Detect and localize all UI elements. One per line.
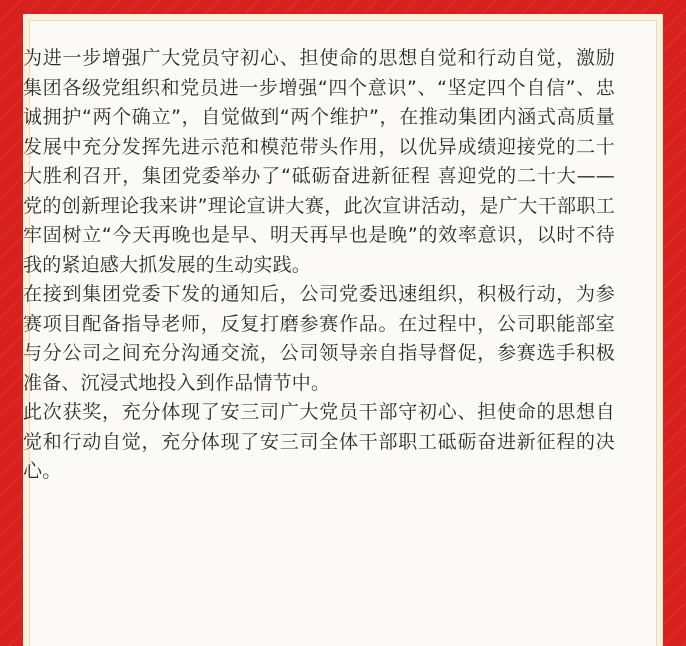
article-paragraph-2: 在接到集团党委下发的通知后，公司党委迅速组织，积极行动，为参赛项目配备指导老师，反复打磨参赛作品。在过程中，公司职能部室与分公司之间充分沟通交流，公司领导亲自指导督促，参赛选手积极准备、沉浸式地投入到作品情节中。	[23, 283, 615, 394]
article-body	[23, 44, 615, 487]
article-paragraph-1: 为进一步增强广大党员守初心、担使命的思想自觉和行动自觉，激励集团各级党组织和党员进一步增强“四个意识”、“坚定四个自信”、忠诚拥护“两个确立”，自觉做到“两个维护”，在推动集团内涵式高质量发展中充分发挥先进示范和模范带头作用，以优异成绩迎接党的二十大胜利召开，集团党委举办了“砥砺奋进新征程 喜迎党的二十大——党的创新理论我来讲”理论宣讲大赛，此次宣讲活动，是广大干部职工牢固树立“今天再晚也是早、明天再早也是晚”的效率意识，以时不待我的紧迫感大抓发展的生动实践。	[23, 47, 615, 276]
article-paragraph-3: 此次获奖，充分体现了安三司广大党员干部守初心、担使命的思想自觉和行动自觉，充分体现了安三司全体干部职工砥砺奋进新征程的决心。	[23, 401, 615, 482]
